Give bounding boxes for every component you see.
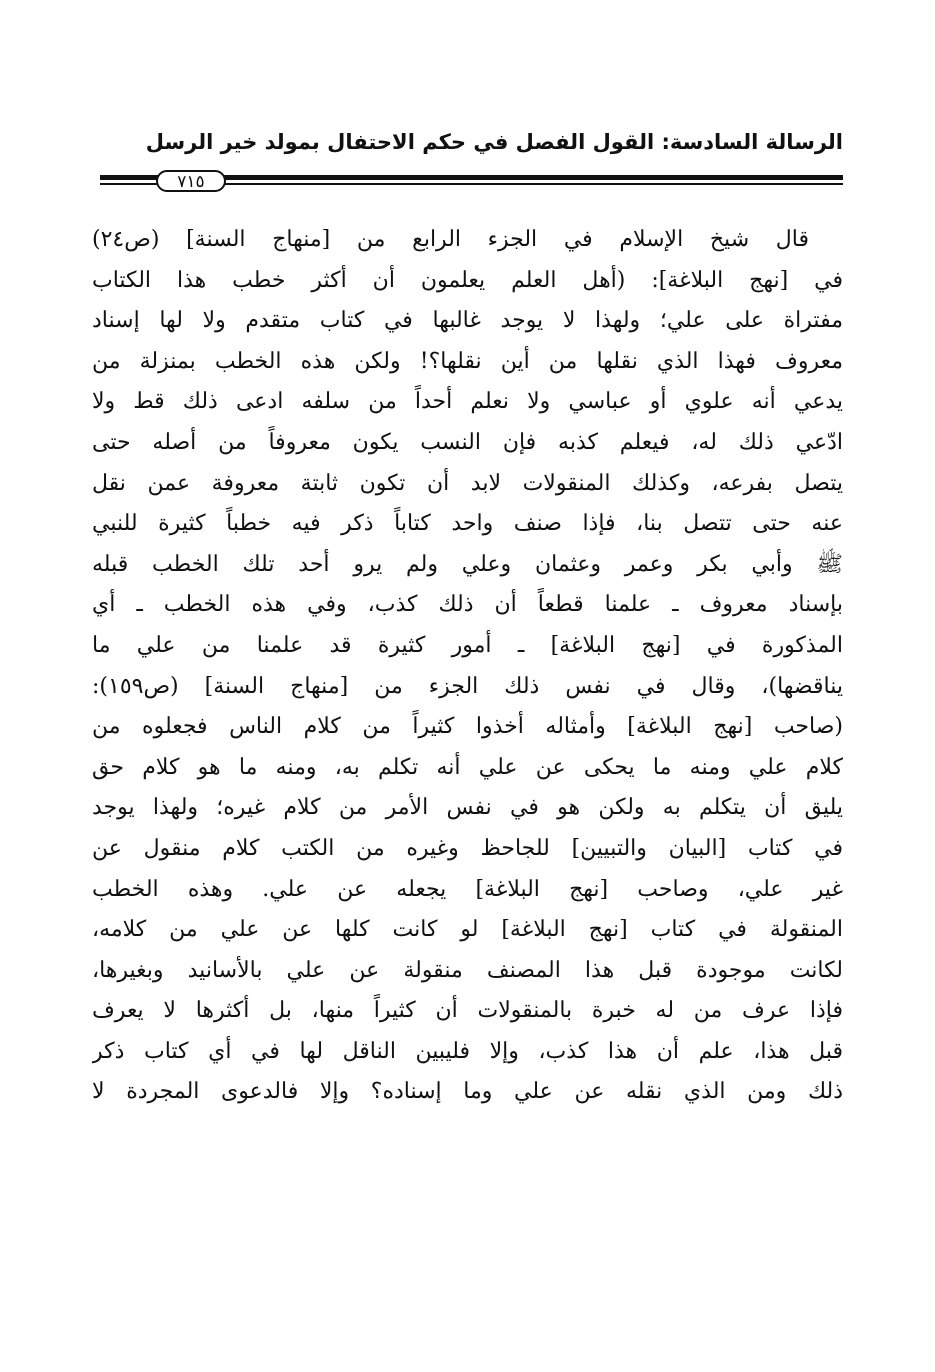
header-rule [100, 170, 843, 192]
text-line: قال شيخ الإسلام في الجزء الرابع من [منهاج السنة] (ص٢٤) [92, 227, 809, 252]
text-line: غير علي، وصاحب [نهج البلاغة] يجعله عن علي. وهذه الخطب [92, 876, 843, 902]
text-line: لكانت موجودة قبل هذا المصنف منقولة عن علي بالأسانيد وبغيرها، [92, 957, 843, 983]
body-text [92, 220, 843, 1113]
text-line: في كتاب [البيان والتبيين] للجاحظ وغيره من الكتب كلام منقول عن [92, 835, 843, 861]
text-line: كلام علي ومنه ما يحكى عن علي أنه تكلم به، ومنه ما هو كلام حق [92, 754, 843, 780]
text-line: المذكورة في [نهج البلاغة] ـ أمور كثيرة قد علمنا من علي ما [92, 632, 843, 658]
page-number-badge: ٧١٥ [156, 170, 226, 192]
text-line: يليق أن يتكلم به ولكن هو في نفس الأمر من كلام غيره؛ ولهذا يوجد [92, 795, 843, 821]
text-line: يتصل بفرعه، وكذلك المنقولات لابد أن تكون ثابتة معروفة عمن نقل [92, 470, 843, 496]
text-line: في [نهج البلاغة]: (أهل العلم يعلمون أن أكثر خطب هذا الكتاب [92, 267, 843, 293]
text-line: يناقضها)، وقال في نفس ذلك الجزء من [منهاج السنة] (ص١٥٩): [92, 673, 843, 699]
text-line: معروف فهذا الذي نقلها من أين نقلها؟! ولكن هذه الخطب بمنزلة من [92, 348, 843, 374]
running-header-title: الرسالة السادسة: القول الفصل في حكم الاحتفال بمولد خير الرسل [145, 130, 843, 154]
text-line: المنقولة في كتاب [نهج البلاغة] لو كانت كلها عن علي من كلامه، [92, 917, 843, 943]
text-line: ذلك ومن الذي نقله عن علي وما إسناده؟ وإلا فالدعوى المجردة لا [92, 1079, 843, 1105]
text-line: ﷺ وأبي بكر وعمر وعثمان وعلي ولم يرو أحد تلك الخطب قبله [92, 551, 843, 577]
text-line: ادّعي ذلك له، فيعلم كذبه فإن النسب يكون معروفاً من أصله حتى [92, 429, 843, 455]
text-line: فإذا عرف من له خبرة بالمنقولات أن كثيراً منها، بل أكثرها لا يعرف [92, 998, 843, 1024]
text-line: (صاحب [نهج البلاغة] وأمثاله أخذوا كثيراً من كلام الناس فجعلوه من [92, 714, 843, 740]
text-line: بإسناد معروف ـ علمنا قطعاً أن ذلك كذب، وفي هذه الخطب ـ أي [92, 592, 843, 618]
text-line: يدعي أنه علوي أو عباسي ولا نعلم أحداً من سلفه ادعى ذلك قط ولا [92, 389, 843, 415]
text-line: مفتراة على علي؛ ولهذا لا يوجد غالبها في كتاب متقدم ولا لها إسناد [92, 308, 843, 334]
text-line: قبل هذا، علم أن هذا كذب، وإلا فليبين الناقل لها في أي كتاب ذكر [92, 1038, 843, 1064]
text-line: عنه حتى تتصل بنا، فإذا صنف واحد كتاباً ذكر فيه خطباً كثيرة للنبي [92, 511, 843, 537]
